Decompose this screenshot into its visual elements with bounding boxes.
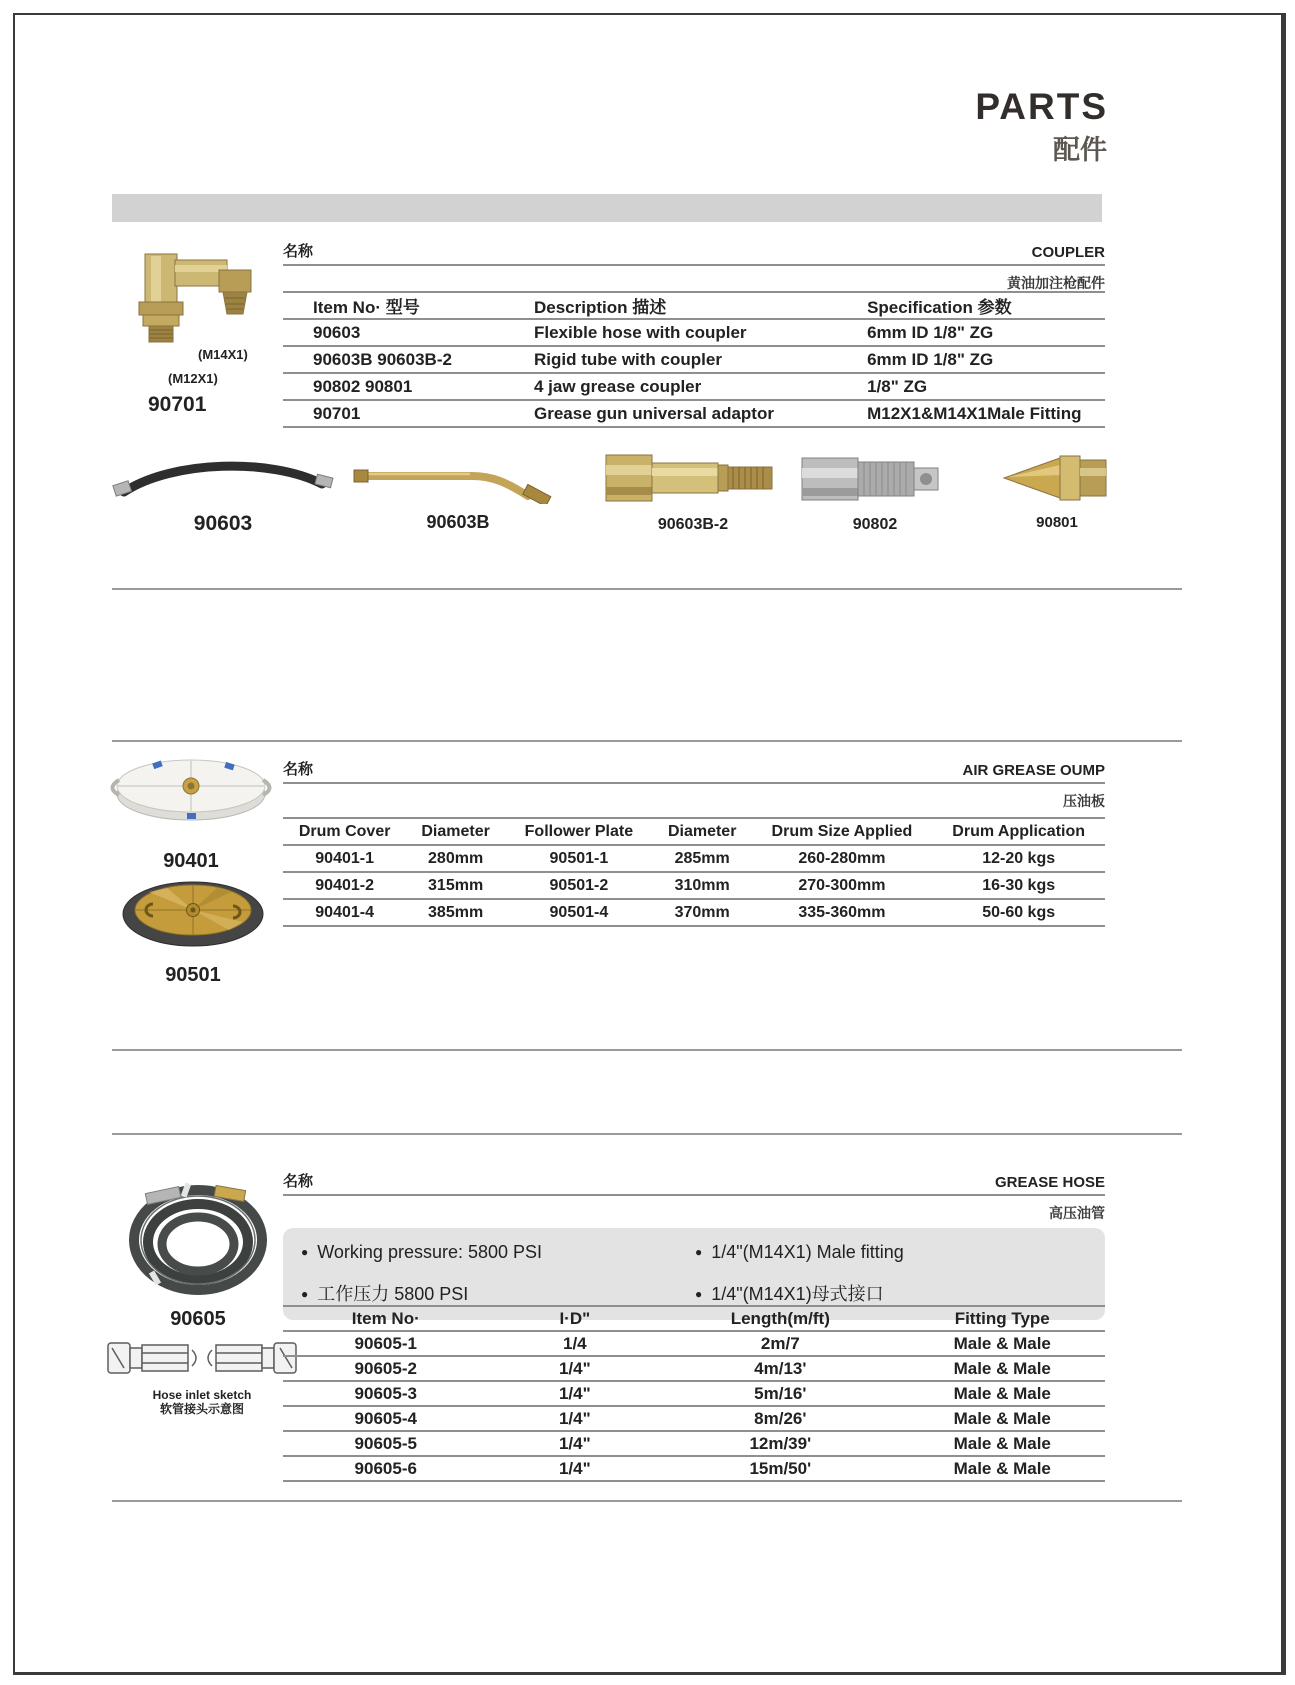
spec-bullet-working-pressure-en bbox=[301, 1242, 542, 1263]
table-cell: 5m/16' bbox=[661, 1381, 899, 1406]
section-divider bbox=[112, 1133, 1182, 1135]
table-row bbox=[283, 400, 1105, 427]
table-cell: 1/4" bbox=[489, 1381, 662, 1406]
table-cell: 90501-2 bbox=[505, 872, 653, 899]
section-subtitle-grease-hose-cn: 高压油管 bbox=[1049, 1205, 1105, 1221]
bullet-text: Working pressure: 5800 PSI bbox=[317, 1242, 543, 1262]
table-cell: 315mm bbox=[406, 872, 505, 899]
table-cell: Male & Male bbox=[899, 1406, 1105, 1431]
part-number-90501: 90501 bbox=[165, 964, 221, 986]
product-figure-90501 bbox=[118, 870, 268, 987]
table-cell: 90603B 90603B-2 bbox=[283, 346, 534, 373]
column-header: Length(m/ft) bbox=[661, 1306, 899, 1331]
section-divider bbox=[112, 588, 1182, 590]
table-cell: 90605-1 bbox=[283, 1331, 489, 1356]
table-cell: 285mm bbox=[653, 845, 752, 872]
column-header: Description 描述 bbox=[534, 292, 867, 319]
name-label: 名称 bbox=[283, 761, 314, 778]
table-cell: 90802 90801 bbox=[283, 373, 534, 400]
table-cell: 2m/7 bbox=[661, 1331, 899, 1356]
table-cell: 90701 bbox=[283, 400, 534, 427]
section-divider bbox=[112, 1500, 1182, 1502]
section-title-grease-hose: GREASE HOSE bbox=[994, 1174, 1105, 1191]
table-cell: Flexible hose with coupler bbox=[534, 319, 867, 346]
table-cell: 8m/26' bbox=[661, 1406, 899, 1431]
column-header: Item No· bbox=[283, 1306, 489, 1331]
product-figure-90605 bbox=[116, 1168, 280, 1331]
column-header: Fitting Type bbox=[899, 1306, 1105, 1331]
table-row bbox=[283, 1406, 1105, 1431]
bullet-text: 1/4"(M14X1)母式接口 bbox=[711, 1284, 884, 1304]
table-row bbox=[283, 319, 1105, 346]
product-figure-90603 bbox=[112, 452, 334, 536]
table-cell: 335-360mm bbox=[752, 899, 933, 926]
table-cell: 50-60 kgs bbox=[932, 899, 1105, 926]
section-header-grease-hose bbox=[283, 1170, 1105, 1196]
table-cell: Male & Male bbox=[899, 1431, 1105, 1456]
section-subtitle-coupler-cn: 黄油加注枪配件 bbox=[1007, 275, 1105, 291]
gallery-label-90603b-2: 90603B-2 bbox=[657, 516, 729, 533]
product-figure-90603b bbox=[352, 458, 564, 533]
column-header: Drum Application bbox=[932, 818, 1105, 845]
part-number-90401: 90401 bbox=[163, 850, 219, 872]
table-cell: 280mm bbox=[406, 845, 505, 872]
table-cell: 90605-3 bbox=[283, 1381, 489, 1406]
table-row bbox=[283, 899, 1105, 926]
section-divider bbox=[112, 1049, 1182, 1051]
section-divider bbox=[112, 740, 1182, 742]
bullet-icon: ● bbox=[695, 1287, 703, 1301]
air-grease-pump-table bbox=[283, 817, 1105, 927]
section-title-air-grease-pump: AIR GREASE OUMP bbox=[962, 762, 1105, 779]
sketch-caption-en: Hose inlet sketch bbox=[152, 1388, 252, 1402]
table-cell: Male & Male bbox=[899, 1456, 1105, 1481]
column-header: Drum Cover bbox=[283, 818, 406, 845]
table-cell: Male & Male bbox=[899, 1331, 1105, 1356]
table-row bbox=[283, 1431, 1105, 1456]
name-label: 名称 bbox=[283, 243, 314, 260]
column-header: Specification 参数 bbox=[867, 292, 1105, 319]
product-photo-90603b-2 bbox=[602, 448, 784, 508]
section-header-air-grease-pump bbox=[283, 758, 1105, 784]
column-header: Item No· 型号 bbox=[283, 292, 534, 319]
table-cell: 1/8" ZG bbox=[867, 373, 1105, 400]
table-cell: M12X1&M14X1Male Fitting bbox=[867, 400, 1105, 427]
section-subtitle-air-grease-pump-cn: 压油板 bbox=[1063, 793, 1105, 809]
product-photo-90603b bbox=[352, 458, 564, 504]
column-header: Diameter bbox=[653, 818, 752, 845]
product-photo-90603 bbox=[112, 452, 334, 504]
product-figure-90802 bbox=[798, 450, 952, 534]
table-cell: 4m/13' bbox=[661, 1356, 899, 1381]
table-cell: 90603 bbox=[283, 319, 534, 346]
bullet-text: 1/4"(M14X1) Male fitting bbox=[711, 1242, 904, 1262]
product-photo-90801 bbox=[1000, 450, 1114, 506]
table-cell: 260-280mm bbox=[752, 845, 933, 872]
table-row bbox=[283, 346, 1105, 373]
table-row bbox=[283, 1331, 1105, 1356]
column-header: I·D" bbox=[489, 1306, 662, 1331]
table-cell: 4 jaw grease coupler bbox=[534, 373, 867, 400]
table-cell: 1/4" bbox=[489, 1406, 662, 1431]
product-figure-90801 bbox=[1000, 450, 1114, 531]
part-number-90605: 90605 bbox=[170, 1308, 226, 1330]
name-label: 名称 bbox=[283, 1173, 314, 1190]
gallery-label-90603: 90603 bbox=[193, 512, 253, 535]
product-photo-90701 bbox=[115, 248, 267, 346]
table-cell: 90401-1 bbox=[283, 845, 406, 872]
bullet-icon: ● bbox=[301, 1287, 309, 1301]
table-row bbox=[283, 845, 1105, 872]
table-cell: 90401-4 bbox=[283, 899, 406, 926]
table-row bbox=[283, 1456, 1105, 1481]
table-cell: 6mm ID 1/8" ZG bbox=[867, 346, 1105, 373]
grease-hose-table bbox=[283, 1305, 1105, 1482]
table-cell: 6mm ID 1/8" ZG bbox=[867, 319, 1105, 346]
thread-label-m14x1: (M14X1) bbox=[198, 347, 248, 362]
table-cell: 16-30 kgs bbox=[932, 872, 1105, 899]
coupler-table bbox=[283, 291, 1105, 428]
product-figure-90603b-2 bbox=[602, 448, 784, 534]
column-header: Drum Size Applied bbox=[752, 818, 933, 845]
spec-bullet-fitting-en bbox=[695, 1242, 904, 1263]
table-cell: 90501-4 bbox=[505, 899, 653, 926]
bullet-icon: ● bbox=[301, 1245, 309, 1259]
product-photo-90802 bbox=[798, 450, 952, 508]
product-photo-90605-hose-coil bbox=[116, 1168, 280, 1300]
table-cell: 310mm bbox=[653, 872, 752, 899]
page-title: PARTS bbox=[975, 86, 1108, 127]
sketch-caption bbox=[106, 1388, 298, 1416]
table-cell: 90501-1 bbox=[505, 845, 653, 872]
table-cell: 12-20 kgs bbox=[932, 845, 1105, 872]
table-cell: 1/4" bbox=[489, 1356, 662, 1381]
spec-bullet-fitting-cn bbox=[695, 1280, 884, 1306]
product-photo-90501-follower-plate bbox=[118, 870, 268, 956]
table-cell: Rigid tube with coupler bbox=[534, 346, 867, 373]
thread-label-m12x1: (M12X1) bbox=[168, 371, 218, 386]
table-cell: 1/4" bbox=[489, 1431, 662, 1456]
table-cell: 370mm bbox=[653, 899, 752, 926]
table-cell: Male & Male bbox=[899, 1381, 1105, 1406]
bullet-text: 工作压力 5800 PSI bbox=[317, 1284, 469, 1304]
product-figure-90401 bbox=[108, 750, 274, 873]
table-row bbox=[283, 872, 1105, 899]
table-cell: 90401-2 bbox=[283, 872, 406, 899]
table-row bbox=[283, 373, 1105, 400]
table-row bbox=[283, 1356, 1105, 1381]
table-cell: 90605-2 bbox=[283, 1356, 489, 1381]
gallery-label-90801: 90801 bbox=[1036, 514, 1078, 531]
section-header-coupler bbox=[283, 240, 1105, 266]
table-cell: 90605-5 bbox=[283, 1431, 489, 1456]
table-cell: 1/4 bbox=[489, 1331, 662, 1356]
sketch-caption-cn: 软管接头示意图 bbox=[159, 1402, 244, 1416]
header-gray-band bbox=[112, 194, 1102, 222]
section-title-coupler: COUPLER bbox=[1031, 244, 1105, 261]
bullet-icon: ● bbox=[695, 1245, 703, 1259]
table-row bbox=[283, 1381, 1105, 1406]
table-cell: 1/4" bbox=[489, 1456, 662, 1481]
table-cell: 12m/39' bbox=[661, 1431, 899, 1456]
spec-bullet-working-pressure-cn bbox=[301, 1280, 468, 1306]
hose-inlet-sketch-figure bbox=[106, 1336, 298, 1416]
product-photo-90401-drum-cover bbox=[108, 750, 274, 842]
page-title-chinese: 配件 bbox=[1053, 135, 1107, 165]
table-cell: 90605-6 bbox=[283, 1456, 489, 1481]
gallery-label-90603b: 90603B bbox=[426, 512, 490, 532]
column-header: Follower Plate bbox=[505, 818, 653, 845]
table-cell: Grease gun universal adaptor bbox=[534, 400, 867, 427]
table-cell: 385mm bbox=[406, 899, 505, 926]
part-number-90701: 90701 bbox=[148, 393, 207, 416]
column-header: Diameter bbox=[406, 818, 505, 845]
table-header-row bbox=[283, 1306, 1105, 1331]
table-cell: 270-300mm bbox=[752, 872, 933, 899]
table-cell: 15m/50' bbox=[661, 1456, 899, 1481]
table-header-row bbox=[283, 818, 1105, 845]
table-header-row bbox=[283, 292, 1105, 319]
gallery-label-90802: 90802 bbox=[852, 516, 898, 533]
table-cell: Male & Male bbox=[899, 1356, 1105, 1381]
hose-inlet-sketch-drawing bbox=[106, 1336, 298, 1380]
table-cell: 90605-4 bbox=[283, 1406, 489, 1431]
